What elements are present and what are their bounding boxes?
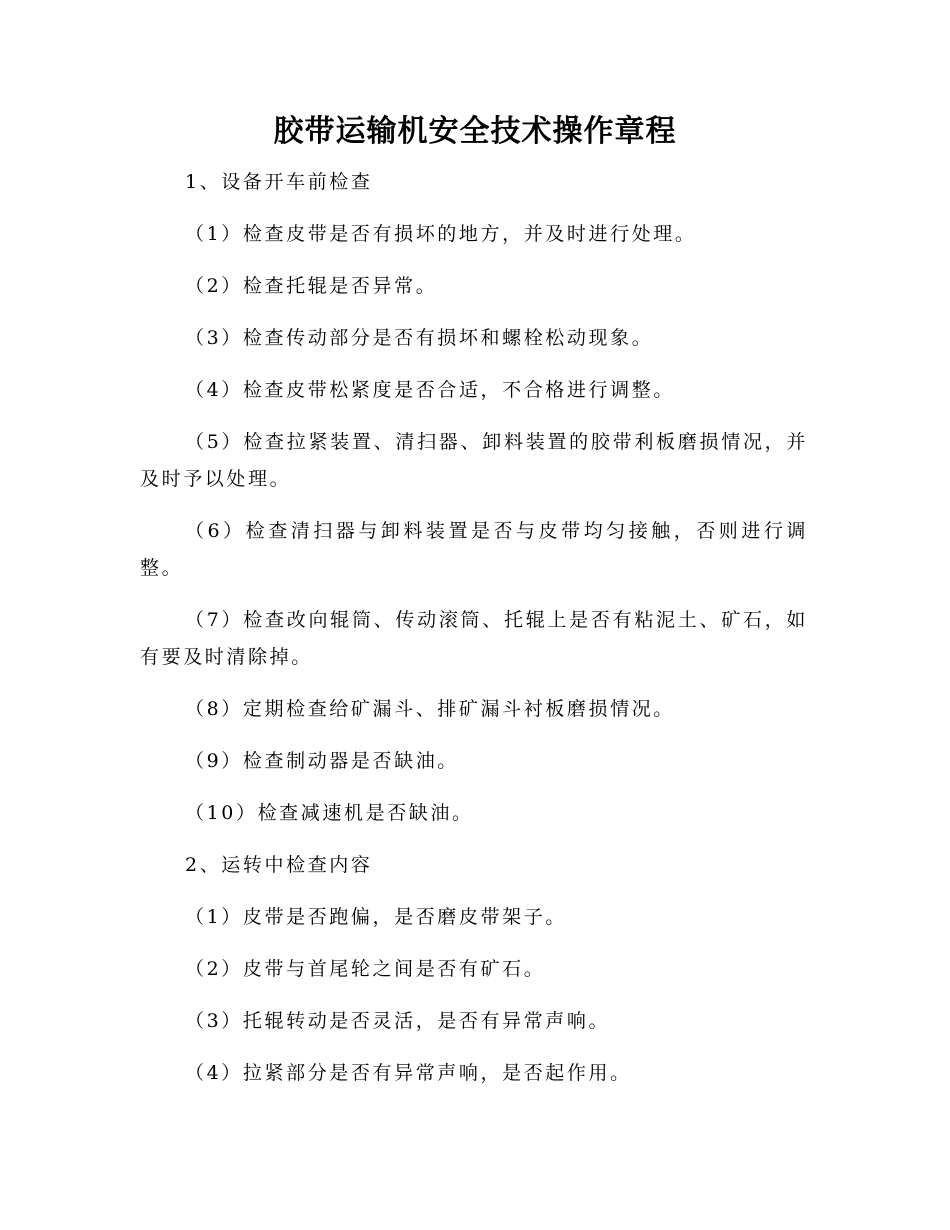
list-item: （9）检查制动器是否缺油。 xyxy=(185,750,459,772)
list-item: （4）检查皮带松紧度是否合适，不合格进行调整。 xyxy=(185,379,675,401)
list-item: （5）检查拉紧装置、清扫器、卸料装置的胶带利板磨损情况，并及时予以处理。 xyxy=(140,431,808,490)
list-item: （3）检查传动部分是否有损坏和螺栓松动现象。 xyxy=(185,327,654,349)
list-item: （8）定期检查给矿漏斗、排矿漏斗衬板磨损情况。 xyxy=(185,698,675,720)
list-item: （4）拉紧部分是否有异常声响，是否起作用。 xyxy=(185,1062,632,1084)
list-item: （6）检查清扫器与卸料装置是否与皮带均匀接触，否则进行调整。 xyxy=(140,520,808,579)
section-heading-2: 2、运转中检查内容 xyxy=(185,854,373,876)
section-heading-1: 1、设备开车前检查 xyxy=(185,171,373,193)
document-title: 胶带运输机安全技术操作章程 xyxy=(273,114,677,149)
list-item: （7）检查改向辊筒、传动滚筒、托辊上是否有粘泥土、矿石，如有要及时清除掉。 xyxy=(140,609,808,668)
list-item: （2）检查托辊是否异常。 xyxy=(185,275,438,297)
document-body xyxy=(140,164,808,1092)
list-item: （1）检查皮带是否有损坏的地方，并及时进行处理。 xyxy=(185,223,697,245)
list-item: （3）托辊转动是否灵活，是否有异常声响。 xyxy=(185,1010,611,1032)
list-item: （2）皮带与首尾轮之间是否有矿石。 xyxy=(185,958,546,980)
list-item: （10）检查减速机是否缺油。 xyxy=(185,802,474,824)
list-item: （1）皮带是否跑偏，是否磨皮带架子。 xyxy=(185,906,567,928)
